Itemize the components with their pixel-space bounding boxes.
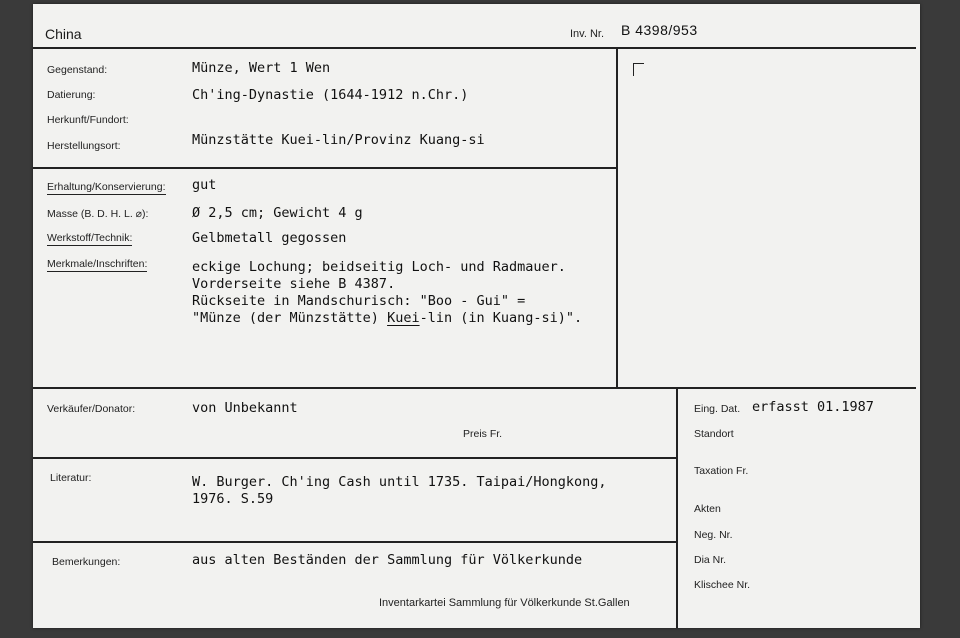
- literatur-line-2: 1976. S.59: [192, 491, 274, 507]
- divider-object: [33, 167, 618, 169]
- werkstoff-value: Gelbmetall gegossen: [192, 230, 347, 246]
- inv-nr-label: Inv. Nr.: [570, 28, 605, 40]
- divider-verkaeufer: [33, 457, 678, 459]
- verkaeufer-value: von Unbekannt: [192, 400, 298, 416]
- herstellungsort-label: Herstellungsort:: [47, 140, 121, 152]
- eing-dat-label: Eing. Dat.: [694, 403, 741, 415]
- bemerkungen-value: aus alten Beständen der Sammlung für Völkerkunde: [192, 552, 583, 568]
- literatur-line-1: W. Burger. Ch'ing Cash until 1735. Taipai/Hongkong,: [192, 474, 607, 490]
- datierung-value: Ch'ing-Dynastie (1644-1912 n.Chr.): [192, 87, 469, 103]
- akten-label: Akten: [694, 503, 721, 515]
- merkmale-line-4c: -lin (in Kuang-si)".: [419, 310, 583, 326]
- merkmale-line-2: Vorderseite siehe B 4387.: [192, 276, 396, 292]
- neg-nr-label: Neg. Nr.: [694, 529, 733, 541]
- merkmale-line-1: eckige Lochung; beidseitig Loch- und Radmauer.: [192, 259, 566, 275]
- bemerkungen-label: Bemerkungen:: [52, 556, 121, 568]
- standort-label: Standort: [694, 428, 734, 440]
- dia-nr-label: Dia Nr.: [694, 554, 727, 566]
- klischee-nr-label: Klischee Nr.: [694, 579, 751, 591]
- divider-vertical-bottom: [676, 387, 678, 628]
- masse-value: Ø 2,5 cm; Gewicht 4 g: [192, 205, 363, 221]
- erhaltung-label: Erhaltung/Konservierung:: [47, 181, 166, 193]
- taxation-label: Taxation Fr.: [694, 465, 749, 477]
- divider-vertical-top: [616, 47, 618, 389]
- verkaeufer-label: Verkäufer/Donator:: [47, 403, 136, 415]
- merkmale-line-4: [192, 310, 582, 327]
- gegenstand-label: Gegenstand:: [47, 64, 108, 76]
- inventory-card: [33, 4, 920, 628]
- herkunft-label: Herkunft/Fundort:: [47, 114, 129, 126]
- card-footer: Inventarkartei Sammlung für Völkerkunde St.Gallen: [379, 597, 630, 609]
- merkmale-line-4a: "Münze (der Münzstätte): [192, 310, 388, 326]
- merkmale-label: Merkmale/Inschriften:: [47, 258, 148, 270]
- merkmale-line-4b: Kuei: [387, 310, 420, 326]
- gegenstand-value: Münze, Wert 1 Wen: [192, 60, 331, 76]
- divider-literatur: [33, 541, 678, 543]
- herstellungsort-value: Münzstätte Kuei-lin/Provinz Kuang-si: [192, 132, 485, 148]
- divider-header: [33, 47, 916, 49]
- inv-nr-value: B 4398/953: [621, 22, 698, 38]
- preis-label: Preis Fr.: [463, 428, 503, 440]
- corner-bracket-mark: [633, 63, 644, 76]
- divider-details: [33, 387, 916, 389]
- literatur-label: Literatur:: [50, 472, 92, 484]
- datierung-label: Datierung:: [47, 89, 96, 101]
- eing-dat-value: erfasst 01.1987: [752, 399, 874, 415]
- merkmale-line-3: Rückseite in Mandschurisch: "Boo - Gui" =: [192, 293, 526, 309]
- country-label: China: [45, 26, 82, 42]
- masse-label: Masse (B. D. H. L. ⌀):: [47, 208, 149, 220]
- werkstoff-label: Werkstoff/Technik:: [47, 232, 133, 244]
- erhaltung-value: gut: [192, 177, 217, 193]
